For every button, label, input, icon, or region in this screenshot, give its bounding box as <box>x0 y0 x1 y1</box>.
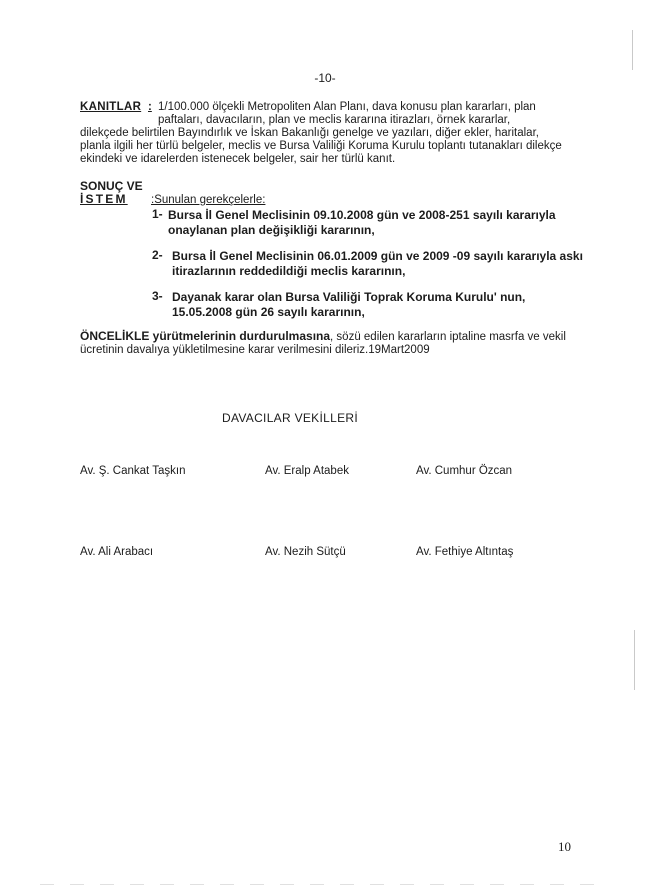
evidence-separator: : <box>148 101 152 113</box>
lawyer-name: Av. Cumhur Özcan <box>416 465 513 477</box>
lawyer-name: Av. Ş. Cankat Taşkın <box>80 465 186 477</box>
item-line-2: 15.05.2008 gün 26 sayılı kararının, <box>172 305 365 319</box>
item-line-1: Bursa İl Genel Meclisinin 06.01.2009 gün ve 2009 -09 sayılı kararıyla askı <box>172 249 583 263</box>
lawyer-name: Av. Ali Arabacı <box>80 546 154 558</box>
lawyer-name: Av. Nezih Sütçü <box>265 546 346 558</box>
scan-artifact <box>634 630 635 690</box>
evidence-line-2: paftaları, davacıların, plan ve meclis kararına itirazları, örnek kararlar, <box>158 114 511 126</box>
evidence-line-5: ekindeki ve idarelerden istenecek belgeler, sair her türlü kanıt. <box>80 153 396 165</box>
item-line-2: itirazlarının reddedildiği meclis kararının, <box>172 264 406 278</box>
item-number: 3- <box>152 289 163 303</box>
conclusion-label: SONUÇ VE <box>80 179 143 193</box>
page-marker: -10- <box>314 71 336 85</box>
lawyer-name: Av. Fethiye Altıntaş <box>416 546 514 558</box>
request-bold: ÖNCELİKLE yürütmelerinin durdurulmasına <box>80 329 331 343</box>
request-line-1 <box>80 330 566 344</box>
conclusion-intro: :Sunulan gerekçelerle: <box>151 194 266 206</box>
lawyer-name: Av. Eralp Atabek <box>265 465 349 477</box>
scan-artifact <box>40 884 610 885</box>
scan-artifact <box>632 30 633 70</box>
item-line-1: Dayanak karar olan Bursa Valiliği Toprak Koruma Kurulu' nun, <box>172 290 526 304</box>
request-label: İSTEM <box>80 192 128 206</box>
item-line-1: Bursa İl Genel Meclisinin 09.10.2008 gün ve 2008-251 sayılı kararıyla <box>168 208 556 222</box>
evidence-line-4: planla ilgili her türlü belgeler, meclis ve Bursa Valiliği Koruma Kurulu toplantı tutanakları dilekçe <box>80 140 562 152</box>
evidence-line-3: dilekçede belirtilen Bayındırlık ve İskan Bakanlığı genelge ve yazıları, diğer ekler, haritalar, <box>80 127 539 139</box>
request-line-2: ücretinin davalıya yükletilmesine karar verilmesini dileriz.19Mart2009 <box>80 344 430 356</box>
item-line-2: onaylanan plan değişikliği kararının, <box>168 223 375 237</box>
item-number: 1- <box>152 207 163 221</box>
request-rest: , sözü edilen kararların iptaline masrfa ve vekil <box>330 331 566 343</box>
page-number: 10 <box>558 839 571 854</box>
item-number: 2- <box>152 248 163 262</box>
signature-title: DAVACILAR VEKİLLERİ <box>222 411 358 425</box>
evidence-line-1: 1/100.000 ölçekli Metropoliten Alan Planı, dava konusu plan kararları, plan <box>158 101 536 113</box>
evidence-label: KANITLAR <box>80 101 142 113</box>
